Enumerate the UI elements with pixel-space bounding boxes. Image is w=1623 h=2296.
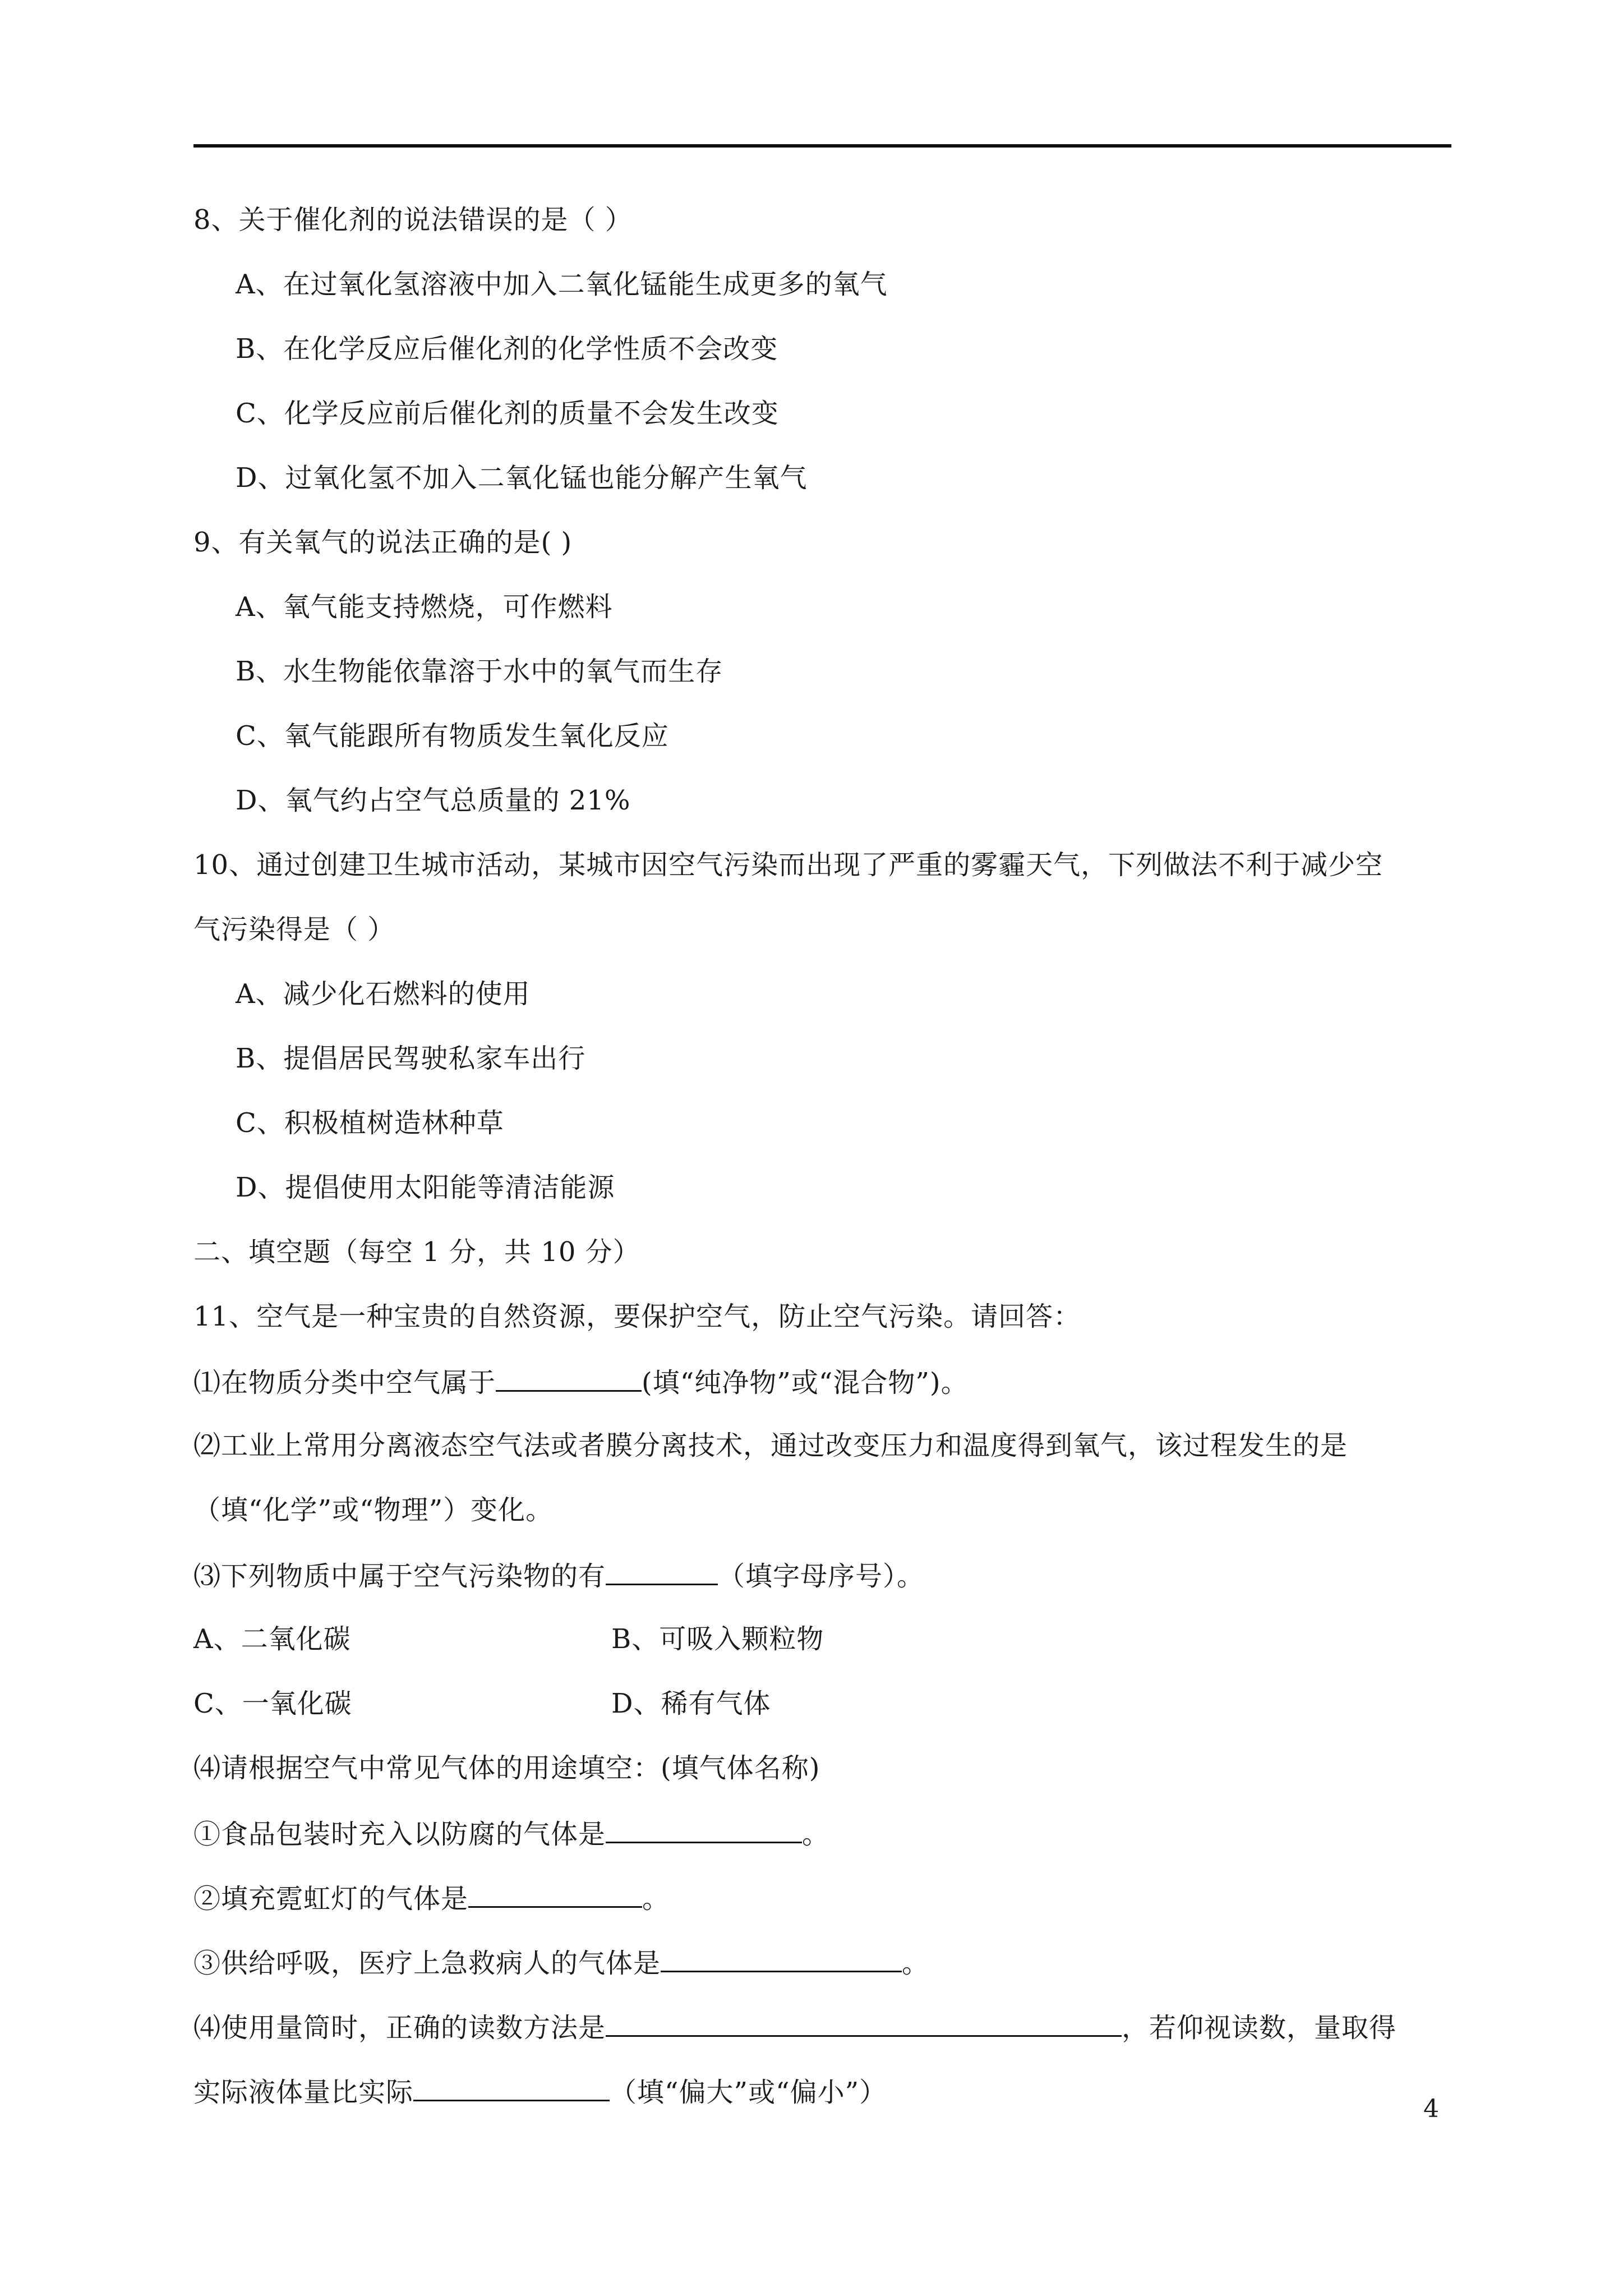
q11-choice-a: A、二氧化碳	[193, 1623, 351, 1655]
q11-part4-item2-text: ②填充霓虹灯的气体是	[193, 1883, 469, 1915]
q11-choice-c: C、一氧化碳	[193, 1688, 352, 1719]
q9-option-a: A、氧气能支持燃烧，可作燃料	[236, 591, 613, 623]
q10-stem-line1: 10、通过创建卫生城市活动，某城市因空气污染而出现了严重的雾霾天气，下列做法不利于减少空	[193, 849, 1384, 881]
q9-option-b: B、水生物能依靠溶于水中的氧气而生存	[236, 656, 723, 687]
q11-choice-b: B、可吸入颗粒物	[611, 1623, 824, 1655]
q10-option-a: A、减少化石燃料的使用	[236, 978, 531, 1010]
q11-part4-item2-end: 。	[642, 1883, 670, 1915]
q11-part4-item2	[193, 1880, 670, 1916]
q11-part1-text: ⑴在物质分类中空气属于	[193, 1367, 496, 1398]
q8-option-c: C、化学反应前后催化剂的质量不会发生改变	[236, 398, 779, 429]
q8-option-d: D、过氧化氢不加入二氧化锰也能分解产生氧气	[236, 462, 808, 494]
q11-part4-item1	[193, 1816, 829, 1851]
q11-part4-item1-end: 。	[802, 1819, 830, 1850]
q8-option-b: B、在化学反应后催化剂的化学性质不会改变	[236, 333, 778, 365]
q11-part5-blank1[interactable]	[606, 2009, 1122, 2037]
q9-option-d: D、氧气约占空气总质量的 21%	[236, 785, 631, 816]
q11-part3-text: ⑶下列物质中属于空气污染物的有	[193, 1561, 606, 1592]
q11-part4-item3-blank[interactable]	[661, 1945, 902, 1972]
section-heading: 二、填空题（每空 1 分，共 10 分）	[193, 1236, 640, 1268]
header-rule	[193, 144, 1451, 148]
q11-part5-line2-text: 实际液体量比实际	[193, 2077, 414, 2108]
q8-option-a: A、在过氧化氢溶液中加入二氧化锰能生成更多的氧气	[236, 269, 888, 300]
q10-option-d: D、提倡使用太阳能等清洁能源	[236, 1172, 615, 1203]
q11-part4-item3	[193, 1945, 929, 1980]
q11-stem: 11、空气是一种宝贵的自然资源，要保护空气，防止空气污染。请回答：	[193, 1301, 1081, 1332]
q11-part2-line1: ⑵工业上常用分离液态空气法或者膜分离技术，通过改变压力和温度得到氧气，该过程发生的是	[193, 1430, 1348, 1461]
q11-part4-item1-blank[interactable]	[606, 1816, 802, 1843]
q11-part2-line2: （填“化学”或“物理”）变化。	[193, 1494, 554, 1526]
q11-part4-item3-text: ③供给呼吸，医疗上急救病人的气体是	[193, 1948, 661, 1979]
q8-stem: 8、关于催化剂的说法错误的是（ ）	[193, 204, 633, 236]
q11-part4-item3-end: 。	[902, 1948, 930, 1979]
q11-part4-item1-text: ①食品包装时充入以防腐的气体是	[193, 1819, 606, 1850]
q11-part3-hint: （填字母序号）。	[718, 1561, 925, 1592]
q11-choice-d: D、稀有气体	[611, 1688, 771, 1719]
q10-option-b: B、提倡居民驾驶私家车出行	[236, 1043, 586, 1074]
q11-part5-line2	[193, 2074, 887, 2109]
q9-stem: 9、有关氧气的说法正确的是( )	[193, 527, 573, 558]
q9-option-c: C、氧气能跟所有物质发生氧化反应	[236, 720, 669, 752]
q11-part4-item2-blank[interactable]	[468, 1880, 642, 1908]
q11-part5-middle: ，若仰视读数，量取得	[1122, 2012, 1397, 2044]
q11-part4-intro: ⑷请根据空气中常见气体的用途填空：(填气体名称)	[193, 1752, 820, 1784]
q10-stem-line2: 气污染得是（ ）	[193, 914, 395, 945]
q11-part1-blank[interactable]	[496, 1364, 642, 1392]
page-number: 4	[1423, 2095, 1439, 2123]
q10-option-c: C、积极植树造林种草	[236, 1107, 504, 1139]
q11-part5-blank2[interactable]	[413, 2074, 610, 2101]
q11-part3-blank[interactable]	[606, 1558, 718, 1585]
q11-part5-hint: （填“偏大”或“偏小”）	[610, 2077, 887, 2108]
q11-part1	[193, 1364, 969, 1400]
q11-part5-line1	[193, 2009, 1396, 2045]
q11-part1-hint: (填“纯净物”或“混合物”)。	[642, 1367, 969, 1398]
q11-part5-text: ⑷使用量筒时，正确的读数方法是	[193, 2012, 606, 2044]
q11-part3	[193, 1558, 924, 1593]
